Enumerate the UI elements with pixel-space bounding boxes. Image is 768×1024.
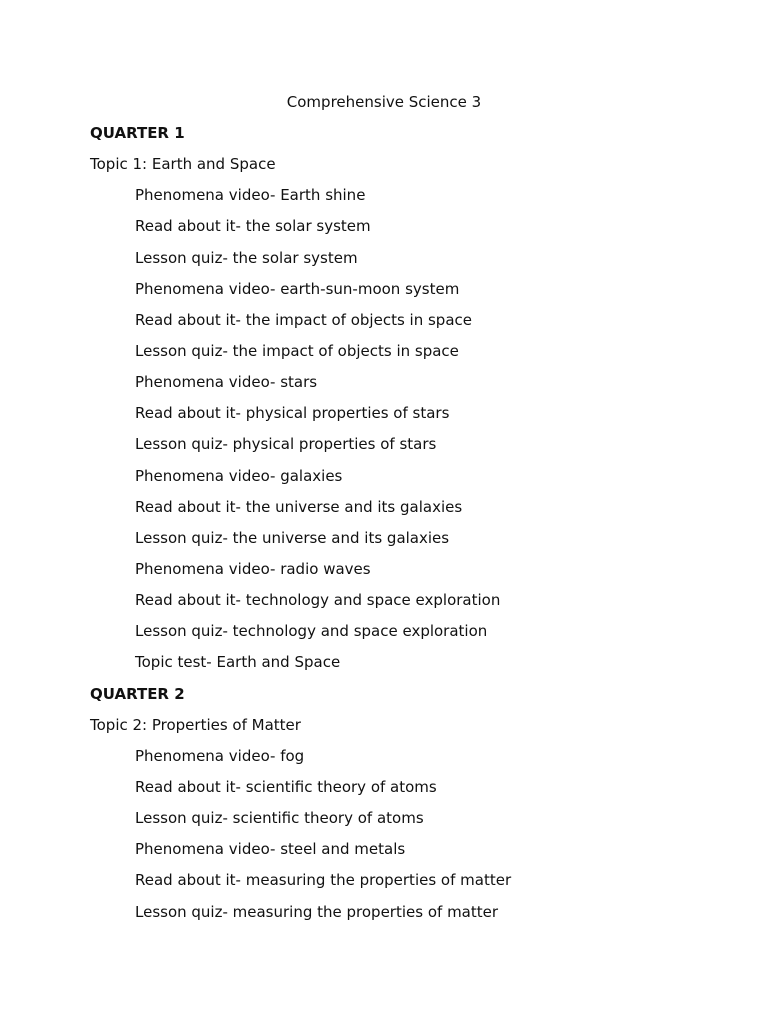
list-item: Lesson quiz- the universe and its galaxies [135, 528, 450, 547]
topic-heading: Topic 1: Earth and Space [90, 155, 276, 174]
list-item: Lesson quiz- scientific theory of atoms [135, 809, 424, 828]
list-item: Read about it- measuring the properties of matter [135, 871, 512, 890]
document-body [90, 123, 730, 933]
list-item: Lesson quiz- measuring the properties of matter [135, 902, 499, 921]
list-item: Read about it- the impact of objects in space [135, 310, 472, 329]
list-item: Lesson quiz- the solar system [135, 248, 358, 267]
list-item: Phenomena video- stars [135, 373, 318, 392]
list-item: Phenomena video- galaxies [135, 466, 343, 485]
list-item: Lesson quiz- physical properties of stars [135, 435, 437, 454]
list-item: Lesson quiz- technology and space exploration [135, 622, 488, 641]
list-item: Lesson quiz- the impact of objects in space [135, 341, 459, 360]
list-item: Phenomena video- fog [135, 746, 305, 765]
list-item: Read about it- scientific theory of atoms [135, 777, 437, 796]
document-title: Comprehensive Science 3 [286, 93, 482, 111]
quarter-heading: QUARTER 2 [90, 684, 185, 703]
list-item: Read about it- technology and space exploration [135, 591, 501, 610]
list-item: Phenomena video- Earth shine [135, 186, 366, 205]
list-item: Read about it- the solar system [135, 217, 371, 236]
list-item: Phenomena video- radio waves [135, 559, 371, 578]
quarter-heading: QUARTER 1 [90, 124, 185, 142]
list-item: Read about it- physical properties of stars [135, 404, 450, 423]
list-item: Topic test- Earth and Space [135, 653, 341, 672]
list-item: Phenomena video- earth-sun-moon system [135, 279, 460, 298]
list-item: Read about it- the universe and its galaxies [135, 497, 463, 516]
list-item: Phenomena video- steel and metals [135, 840, 406, 859]
topic-heading: Topic 2: Properties of Matter [90, 715, 301, 734]
